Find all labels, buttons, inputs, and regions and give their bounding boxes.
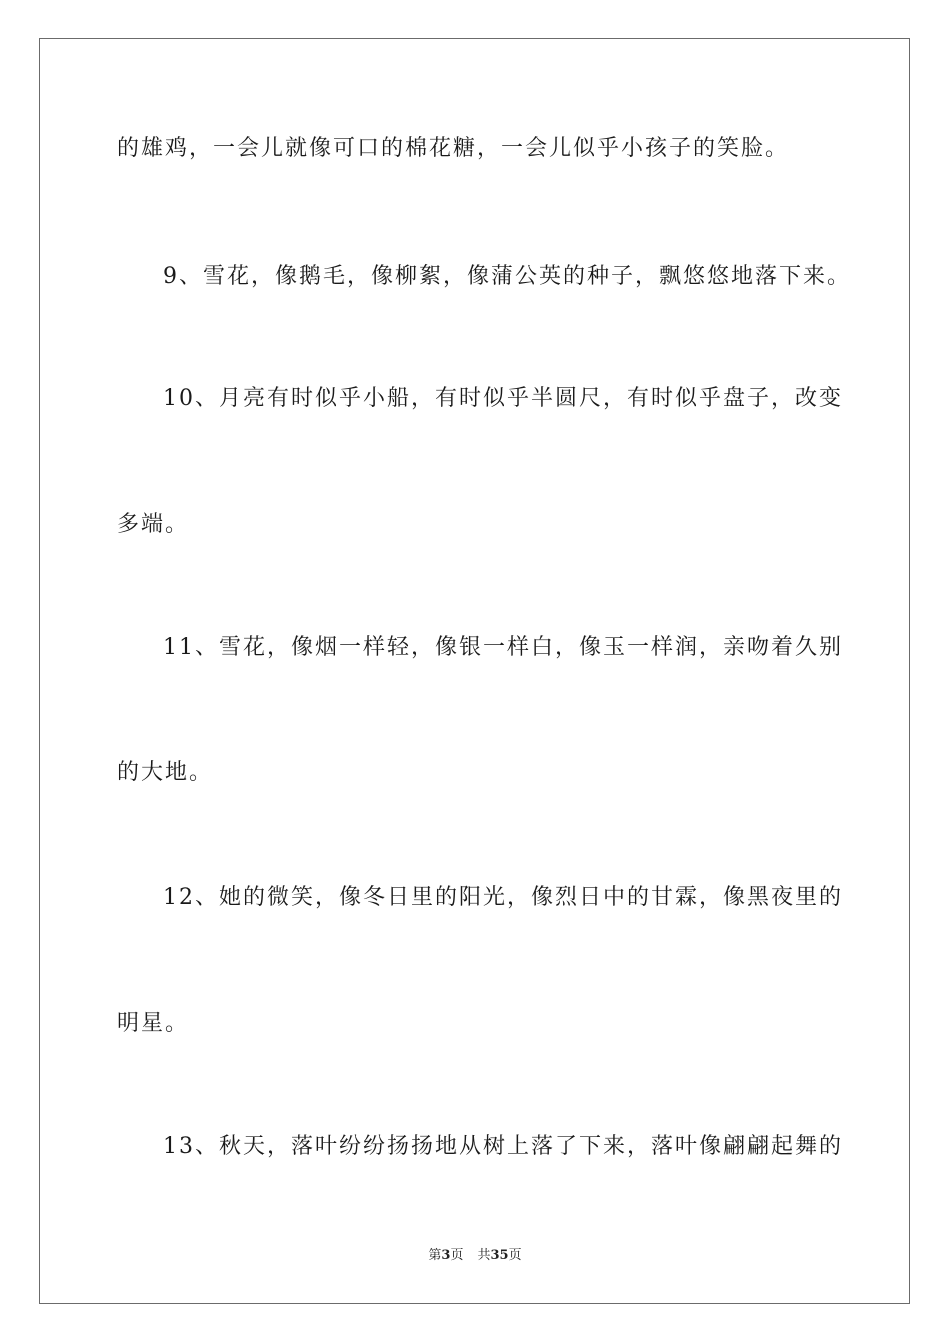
text-line-9: 13、秋天，落叶纷纷扬扬地从树上落了下来，落叶像翩翩起舞的 — [163, 1134, 843, 1159]
page-suffix: 页 — [450, 1248, 464, 1263]
page-border — [39, 38, 910, 1304]
text-line-6: 的大地。 — [117, 760, 214, 785]
page-footer — [0, 1247, 950, 1265]
text-line-4: 多端。 — [117, 512, 190, 537]
text-line-7: 12、她的微笑，像冬日里的阳光，像烈日中的甘霖，像黑夜里的 — [163, 885, 843, 910]
text-line-1: 的雄鸡，一会儿就像可口的棉花糖，一会儿似乎小孩子的笑脸。 — [117, 136, 790, 161]
text-line-3: 10、月亮有时似乎小船，有时似乎半圆尺，有时似乎盘子，改变 — [163, 386, 843, 411]
page-prefix: 第 — [428, 1248, 442, 1263]
text-line-2: 9、雪花，像鹅毛，像柳絮，像蒲公英的种子，飘悠悠地落下来。 — [163, 264, 851, 289]
text-line-5: 11、雪花，像烟一样轻，像银一样白，像玉一样润，亲吻着久别 — [163, 635, 843, 660]
current-page-number: 3 — [441, 1248, 451, 1263]
total-suffix: 页 — [508, 1248, 522, 1263]
text-line-8: 明星。 — [117, 1011, 190, 1036]
total-page-count: 35 — [490, 1248, 509, 1263]
total-prefix: 共 — [477, 1248, 491, 1263]
